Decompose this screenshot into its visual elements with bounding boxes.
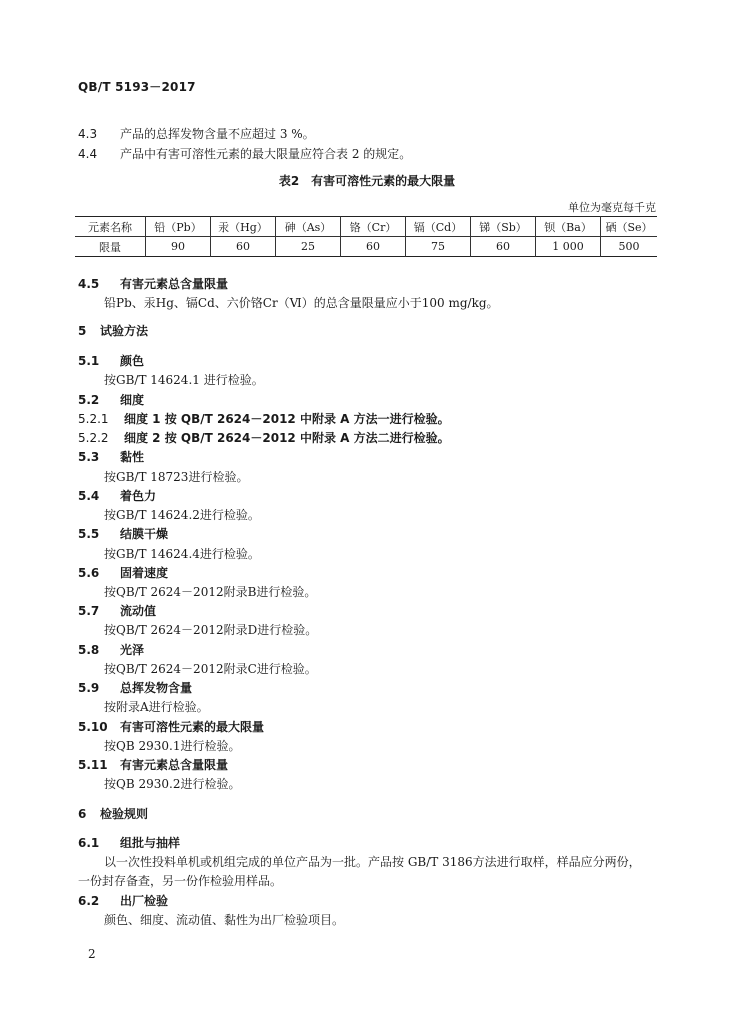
section-title: 固着速度 [120, 566, 169, 580]
section-number: 5.8 [78, 643, 100, 657]
section-number: 6.1 [78, 836, 100, 850]
clause-number: 4.4 [78, 147, 98, 161]
section-6-1-heading [78, 834, 180, 851]
section-number: 5.10 [78, 720, 108, 734]
clause-4-3 [78, 125, 315, 142]
table-value-row [75, 237, 657, 257]
section-inline-text: 细度 2 按 QB/T 2624－2012 中附录 A 方法二进行检验。 [124, 431, 450, 445]
section-number: 5.6 [78, 566, 100, 580]
section-number: 5.1 [78, 354, 100, 368]
section-5-8-heading [78, 641, 144, 658]
page-number: 2 [88, 947, 96, 961]
section-title: 检验规则 [100, 807, 149, 821]
section-6-2-body: 颜色、细度、流动值、黏性为出厂检验项目。 [104, 913, 345, 927]
section-5-2-heading [78, 391, 144, 408]
section-5-2-1 [78, 410, 450, 427]
section-5-2-2 [78, 429, 450, 446]
section-number: 5.2.1 [78, 412, 109, 426]
table-cell: 75 [406, 237, 471, 257]
section-5-4-body: 按GB/T 14624.2进行检验。 [104, 508, 260, 522]
section-5-3-heading [78, 448, 144, 465]
section-5-7-body: 按QB/T 2624－2012附录D进行检验。 [104, 623, 318, 637]
section-inline-text: 细度 1 按 QB/T 2624－2012 中附录 A 方法一进行检验。 [124, 412, 450, 426]
table-cell: 元素名称 [75, 217, 146, 237]
section-title: 光泽 [120, 643, 145, 657]
section-title: 有害元素总含量限量 [120, 277, 229, 291]
table-header-row [75, 217, 657, 237]
section-title: 有害可溶性元素的最大限量 [120, 720, 265, 734]
section-title: 有害元素总含量限量 [120, 758, 229, 772]
section-number: 6.2 [78, 894, 100, 908]
section-4-5-body: 铅Pb、汞Hg、镉Cd、六价铬Cr（Ⅵ）的总含量限量应小于100 mg/kg。 [104, 296, 499, 310]
section-title: 颜色 [120, 354, 145, 368]
section-5-11-body: 按QB 2930.2进行检验。 [104, 777, 241, 791]
section-number: 5.2 [78, 393, 100, 407]
table-cell: 镉（Cd） [406, 217, 471, 237]
section-5-10-body: 按QB 2930.1进行检验。 [104, 739, 241, 753]
table-unit: 单位为毫克每千克 [568, 201, 656, 214]
table-cell: 限量 [75, 237, 146, 257]
table-cell: 60 [211, 237, 276, 257]
table-cell: 砷（As） [276, 217, 341, 237]
table-cell: 锑（Sb） [471, 217, 536, 237]
table-cell: 钡（Ba） [536, 217, 601, 237]
table-cell: 铬（Cr） [341, 217, 406, 237]
section-5-9-heading [78, 679, 192, 696]
section-5-1-heading [78, 352, 144, 369]
section-6-1-body-line-1: 以一次性投料单机或机组完成的单位产品为一批。产品按 GB/T 3186方法进行取样，样品应分两份， [104, 855, 641, 869]
section-number: 6 [78, 807, 87, 821]
section-title: 着色力 [120, 489, 157, 503]
section-5-11-heading [78, 756, 228, 773]
section-title: 总挥发物含量 [120, 681, 193, 695]
table-cell: 铅（Pb） [146, 217, 211, 237]
section-title: 出厂检验 [120, 894, 169, 908]
section-number: 5.5 [78, 527, 100, 541]
section-number: 5.4 [78, 489, 100, 503]
section-number: 5.9 [78, 681, 100, 695]
section-title: 试验方法 [100, 324, 149, 338]
section-title: 细度 [120, 393, 145, 407]
section-5-4-heading [78, 487, 156, 504]
section-title: 黏性 [120, 450, 145, 464]
section-number: 5 [78, 324, 87, 338]
section-5-1-body: 按GB/T 14624.1 进行检验。 [104, 373, 264, 387]
clause-number: 4.3 [78, 127, 98, 141]
clause-4-4 [78, 145, 411, 162]
table-cell: 汞（Hg） [211, 217, 276, 237]
section-5-3-body: 按GB/T 18723进行检验。 [104, 470, 249, 484]
section-title: 组批与抽样 [120, 836, 181, 850]
table-cell: 硒（Se） [601, 217, 658, 237]
section-5-8-body: 按QB/T 2624－2012附录C进行检验。 [104, 662, 317, 676]
table-cell: 60 [341, 237, 406, 257]
section-number: 4.5 [78, 277, 100, 291]
section-4-5-heading [78, 275, 228, 292]
table-cell: 60 [471, 237, 536, 257]
table-cell: 90 [146, 237, 211, 257]
table-cell: 500 [601, 237, 658, 257]
standard-code: QB/T 5193－2017 [78, 80, 196, 94]
section-number: 5.3 [78, 450, 100, 464]
section-title: 流动值 [120, 604, 157, 618]
section-5-heading [78, 322, 148, 339]
section-5-7-heading [78, 602, 156, 619]
section-5-10-heading [78, 718, 264, 735]
limits-table [75, 216, 657, 257]
section-number: 5.7 [78, 604, 100, 618]
section-5-9-body: 按附录A进行检验。 [104, 700, 209, 714]
section-5-5-body: 按GB/T 14624.4进行检验。 [104, 547, 260, 561]
section-5-6-body: 按QB/T 2624－2012附录B进行检验。 [104, 585, 317, 599]
section-6-2-heading [78, 892, 168, 909]
section-5-6-heading [78, 564, 168, 581]
section-6-1-body-line-2: 一份封存备查，另一份作检验用样品。 [78, 874, 283, 888]
table-cell: 1 000 [536, 237, 601, 257]
clause-text: 产品的总挥发物含量不应超过 3 %。 [120, 127, 315, 141]
section-title: 结膜干燥 [120, 527, 169, 541]
table-title: 表2 有害可溶性元素的最大限量 [278, 174, 456, 188]
section-number: 5.2.2 [78, 431, 109, 445]
clause-text: 产品中有害可溶性元素的最大限量应符合表 2 的规定。 [120, 147, 412, 161]
table-cell: 25 [276, 237, 341, 257]
section-number: 5.11 [78, 758, 108, 772]
section-6-heading [78, 805, 148, 822]
section-5-5-heading [78, 525, 168, 542]
